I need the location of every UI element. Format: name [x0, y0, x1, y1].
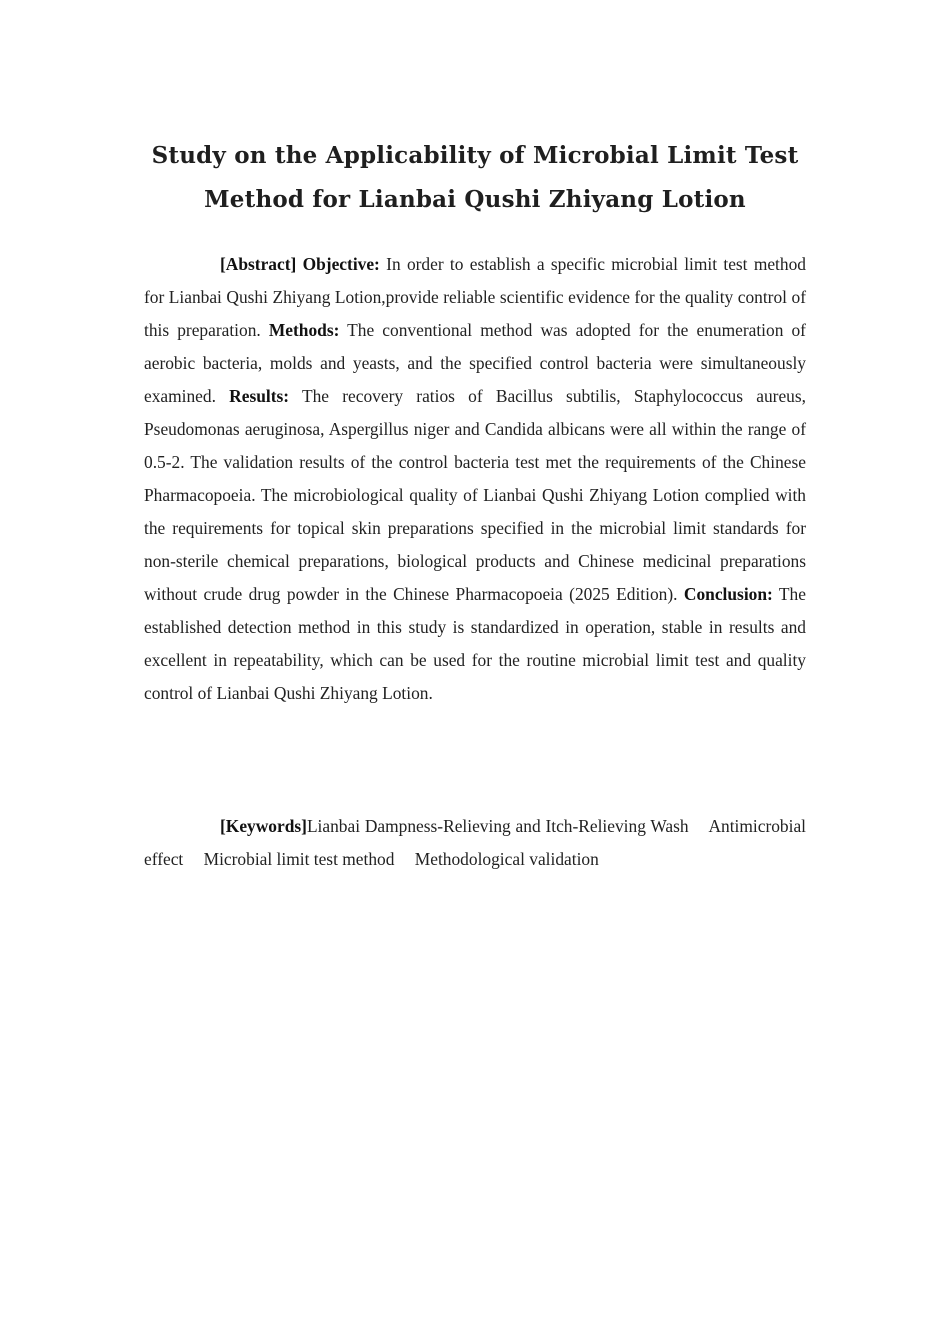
abstract-tag: [Abstract] — [220, 254, 297, 274]
objective-label: Objective: — [302, 254, 380, 274]
keywords-paragraph — [144, 810, 806, 876]
keyword-item: Lianbai Dampness-Relieving and Itch-Relieving Wash — [306, 816, 689, 836]
keyword-item: Microbial limit test method — [203, 849, 395, 869]
keywords-tag: [Keywords] — [220, 816, 307, 836]
results-text: The recovery ratios of Bacillus subtilis, Staphylococcus aureus, Pseudomonas aeruginosa, Aspergillus niger and Candida albicans were all within the range of 0.5-2. The validation results of the control bacteria test met the requirements of the Chinese Pharmacopoeia. The microbiological quality of Lianbai Qushi Zhiyang Lotion complied with the requirements for topical skin preparations specified in the microbial limit standards for non-sterile chemical preparations, biological products and Chinese medicinal preparations without crude drug powder in the Chinese Pharmacopoeia (2025 Edition). — [144, 386, 806, 604]
objective-text: In order to establish a specific microbial limit test method for Lianbai Qushi Zhiyang Lotion,provide reliable scientific evidence for the quality control of this preparation. — [144, 254, 806, 340]
results-label: Results: — [229, 386, 290, 406]
keyword-item: Antimicrobial effect — [144, 816, 807, 869]
conclusion-label: Conclusion: — [683, 584, 773, 604]
keyword-item: Methodological validation — [414, 849, 599, 869]
abstract-paragraph — [144, 248, 806, 710]
title-line-2: Method for Lianbai Qushi Zhiyang Lotion — [204, 186, 746, 213]
conclusion-text: The established detection method in this study is standardized in operation, stable in results and excellent in repeatability, which can be used for the routine microbial limit test and quality control of Lianbai Qushi Zhiyang Lotion. — [144, 584, 806, 703]
methods-label: Methods: — [268, 320, 340, 340]
title-line-1: Study on the Applicability of Microbial Limit Test — [151, 142, 799, 169]
paper-title — [144, 134, 806, 222]
methods-text: The conventional method was adopted for the enumeration of aerobic bacteria, molds and yeasts, and the specified control bacteria were simultaneously examined. — [144, 320, 806, 406]
